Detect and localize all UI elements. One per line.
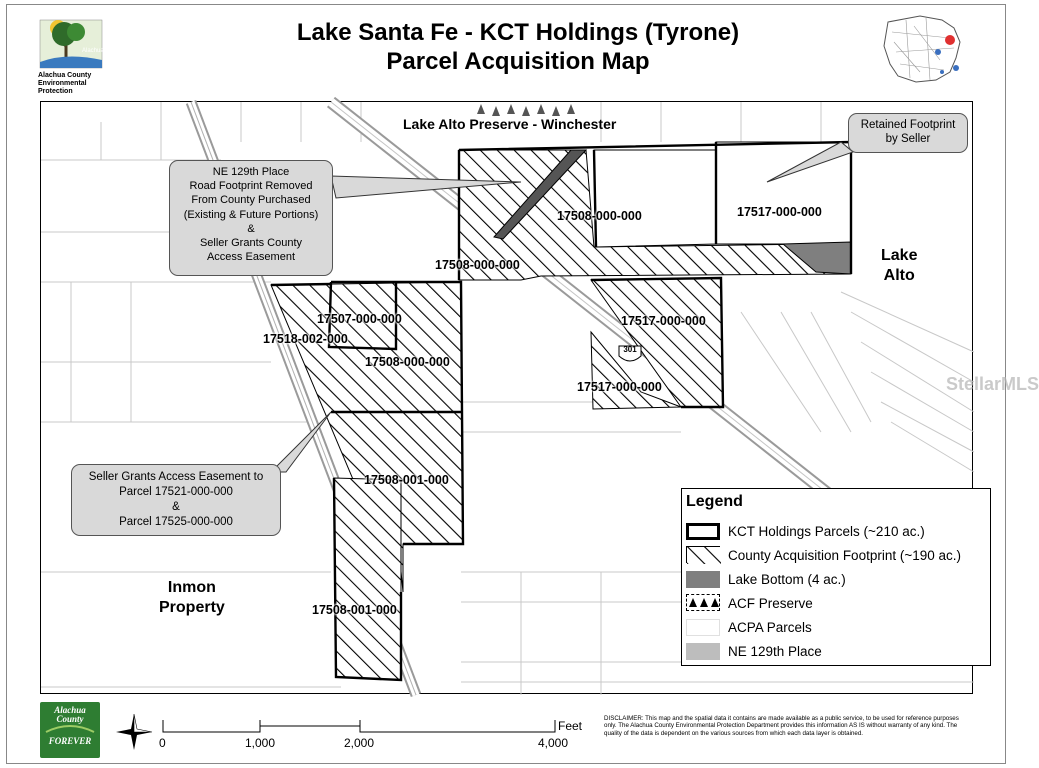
north-arrow-icon [114, 712, 154, 752]
legend-label: Lake Bottom (4 ac.) [728, 572, 846, 587]
legend-item-kct-holdings [686, 522, 986, 542]
logo-county-text: Alachua County [54, 705, 86, 724]
parcel-label: 17517-000-000 [737, 205, 822, 219]
lake-alto-label: Lake Alto [881, 247, 918, 284]
scale-unit-label: Feet [558, 719, 583, 733]
parcel-label: 17508-001-000 [364, 473, 449, 487]
parcel-label: 17507-000-000 [317, 312, 402, 326]
legend-swatch-lightgray [686, 643, 720, 660]
legend-label: County Acquisition Footprint (~190 ac.) [728, 548, 962, 563]
legend-item-acpa-parcels [686, 618, 986, 638]
route-shield-label: 301 [623, 345, 637, 354]
legend-label: KCT Holdings Parcels (~210 ac.) [728, 524, 925, 539]
county-locator-inset [880, 12, 966, 86]
svg-text:Alachua: Alachua [82, 48, 104, 54]
alachua-county-forever-logo [40, 702, 100, 758]
parcel-label: 17508-000-000 [365, 355, 450, 369]
title-line-2: Parcel Acquisition Map [386, 48, 650, 75]
legend-label: ACF Preserve [728, 596, 813, 611]
legend-swatch-hatch [686, 546, 720, 563]
legend-swatch-trees-icon [686, 594, 720, 611]
inmon-property-label: Inmon Property [159, 579, 225, 616]
legend-title: Legend [686, 493, 743, 510]
parcel-label: 17518-002-000 [263, 332, 348, 346]
access-easement-callout: Seller Grants Access Easement to Parcel 17521-000-000 & Parcel 17525-000-000 [71, 464, 281, 536]
legend-item-acf-preserve [686, 594, 986, 614]
road-footprint-callout: NE 129th Place Road Footprint Removed From County Purchased (Existing & Future Portions) & Seller Grants County Access Easement [169, 160, 333, 276]
legend-label: NE 129th Place [728, 644, 822, 659]
scale-tick-label: 4,000 [538, 736, 569, 750]
scale-tick-label: 1,000 [245, 736, 276, 750]
map-footer [40, 700, 973, 760]
logo-text: Alachua County Environmental Protection [38, 72, 92, 95]
logo-forever-text: FOREVER [48, 736, 92, 746]
parcel-label: 17508-001-000 [312, 603, 397, 617]
parcel-label: 17517-000-000 [621, 314, 706, 328]
legend-item-acquisition-footprint [686, 546, 986, 566]
legend [681, 488, 991, 666]
legend-label: ACPA Parcels [728, 620, 812, 635]
watermark: StellarMLS [946, 374, 1039, 394]
legend-item-ne-129th-place [686, 642, 986, 662]
parcel-label: 17508-000-000 [435, 258, 520, 272]
parcel-label: 17508-000-000 [557, 209, 642, 223]
lake-alto-preserve-label: Lake Alto Preserve - Winchester [403, 116, 617, 132]
legend-swatch-gray [686, 571, 720, 588]
scale-tick-label: 0 [159, 736, 166, 750]
map-title [200, 18, 836, 76]
retained-footprint-callout: Retained Footprint by Seller [848, 113, 968, 153]
scale-tick-label: 2,000 [344, 736, 375, 750]
legend-swatch-white [686, 619, 720, 636]
map-area[interactable] [40, 101, 1039, 694]
parcel-label: 17517-000-000 [577, 380, 662, 394]
legend-swatch-outline [686, 523, 720, 540]
disclaimer-text: DISCLAIMER: This map and the spatial data it contains are made available as a public service, to be used for reference purposes only. The Alachua County Environmental Protection Department provides this information AS IS without warranty of any kind. The quality of the data is dependent on the various sources from which each data layer is obtained. [604, 715, 959, 737]
legend-item-lake-bottom [686, 570, 986, 590]
title-line-1: Lake Santa Fe - KCT Holdings (Tyrone) [296, 19, 740, 46]
